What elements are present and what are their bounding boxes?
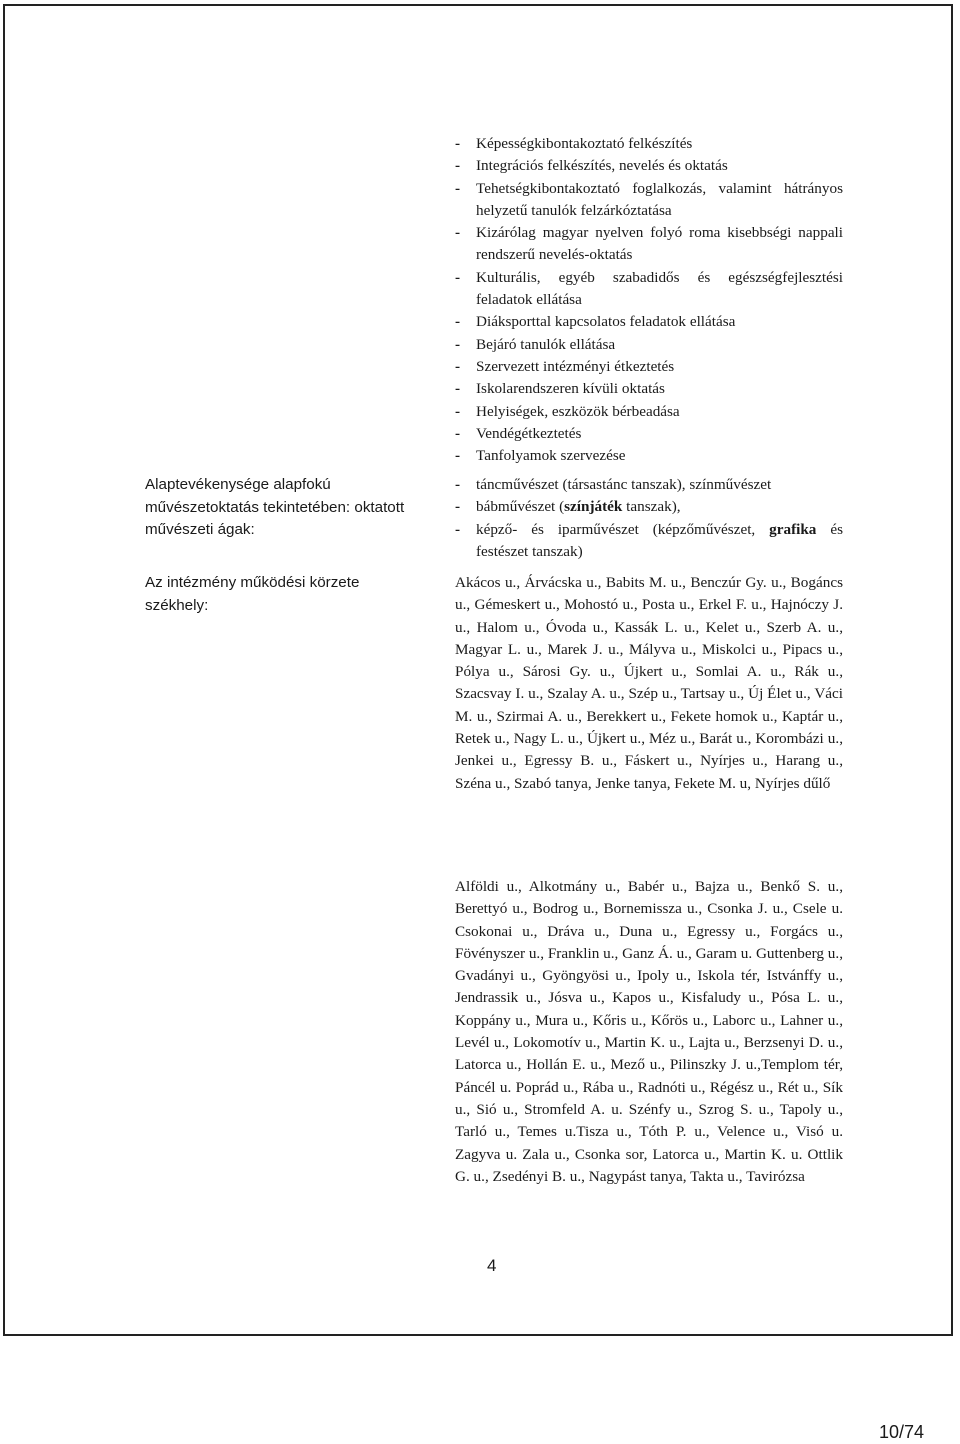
list-item: - Képességkibontakoztató felkészítés bbox=[455, 133, 843, 155]
list-item: - Diáksporttal kapcsolatos feladatok ellátása bbox=[455, 311, 843, 333]
activities-list bbox=[455, 133, 843, 467]
list-item: - képző- és iparművészet (képzőművészet, grafika és festészet tanszak) bbox=[455, 519, 843, 564]
list-item: - Tanfolyamok szervezése bbox=[455, 445, 843, 467]
list-item: - Helyiségek, eszközök bérbeadása bbox=[455, 401, 843, 423]
list-item: - Iskolarendszeren kívüli oktatás bbox=[455, 378, 843, 400]
list-item: - bábművészet (színjáték tanszak), bbox=[455, 496, 843, 518]
streets-paragraph-2: Alföldi u., Alkotmány u., Babér u., Bajza u., Benkő S. u., Berettyó u., Bodrog u., Bornemissza u., Csonka J. u., Csele u. Csokonai u., Dráva u., Duna u., Egressy u., Forgács u., Fövényszer u., Franklin u., Ganz Á. u., Garam u. Guttenberg u., Gvadányi u., Gyöngyösi u., Ipoly u., Iskola tér, Istvánffy u., Jendrassik u., Jósva u., Kapos u., Kisfaludy u., Pósa L. u., Koppány u., Mura u., Kőris u., Kőrös u., Laborc u., Lahner u., Levél u., Lokomotív u., Martin K. u., Lajta u., Berzsenyi D. u., Latorca u., Hollán E. u., Mező u., Pilinszky J. u.,Templom tér, Páncél u. Poprád u., Rába u., Radnóti u., Régész u., Rét u., Sík u., Sió u., Stromfeld A. u. Szénfy u., Szrog S. u., Tapoly u., Tarló u., Temes u.Tisza u., Tóth P. u., Velence u., Visó u. Zagyva u. Zala u., Csonka sor, Latorca u., Martin K. u. Ottlik G. u., Zsedényi B. u., Nagypást tanya, Takta u., Tavirózsa bbox=[455, 878, 843, 1185]
streets-paragraph-1: Akácos u., Árvácska u., Babits M. u., Benczúr Gy. u., Bogáncs u., Gémeskert u., Mohostó u., Posta u., Erkel F. u., Hajnóczy J. u., Halom u., Óvoda u., Kassák L. u., Kelet u., Szerb A. u., Magyar L. u., Marek J. u., Mályva u., Miskolci u., Pipacs u., Pólya u., Sárosi Gy. u., Újkert u., Somlai A. u., Rák u., Szacsvay I. u., Szalay A. u., Szép u., Tartsay u., Új Élet u., Váci M. u., Szirmai A. u., Berekkert u., Fekete homok u., Kaptár u., Retek u., Nagy L. u., Újkert u., Méz u., Barát u., Korombázi u., Jenkei u., Egressy B. u., Fáskert u., Nyírjes u., Harang u., Széna u., Szabó tanya, Jenke tanya, Fekete M. u, Nyírjes dűlő bbox=[455, 574, 843, 792]
district-section-label: Az intézmény működési körzete székhely: bbox=[145, 574, 360, 614]
page-number: 4 bbox=[487, 1256, 497, 1275]
list-item: - Integrációs felkészítés, nevelés és oktatás bbox=[455, 155, 843, 177]
list-item: - Kizárólag magyar nyelven folyó roma kisebbségi nappali rendszerű nevelés-oktatás bbox=[455, 222, 843, 267]
art-section-label: Alaptevékenysége alapfokú művészetoktatás tekintetében: oktatott művészeti ágak: bbox=[145, 476, 405, 538]
list-item: - Kulturális, egyéb szabadidős és egészségfejlesztési feladatok ellátása bbox=[455, 267, 843, 312]
list-item: - Bejáró tanulók ellátása bbox=[455, 334, 843, 356]
list-item: - Tehetségkibontakoztató foglalkozás, valamint hátrányos helyzetű tanulók felzárkóztatása bbox=[455, 178, 843, 223]
list-item: - táncművészet (társastánc tanszak), színművészet bbox=[455, 474, 843, 496]
art-branches-list bbox=[455, 474, 843, 563]
page-counter: 10/74 bbox=[878, 1422, 924, 1442]
list-item: - Vendégétkeztetés bbox=[455, 423, 843, 445]
list-item: - Szervezett intézményi étkeztetés bbox=[455, 356, 843, 378]
